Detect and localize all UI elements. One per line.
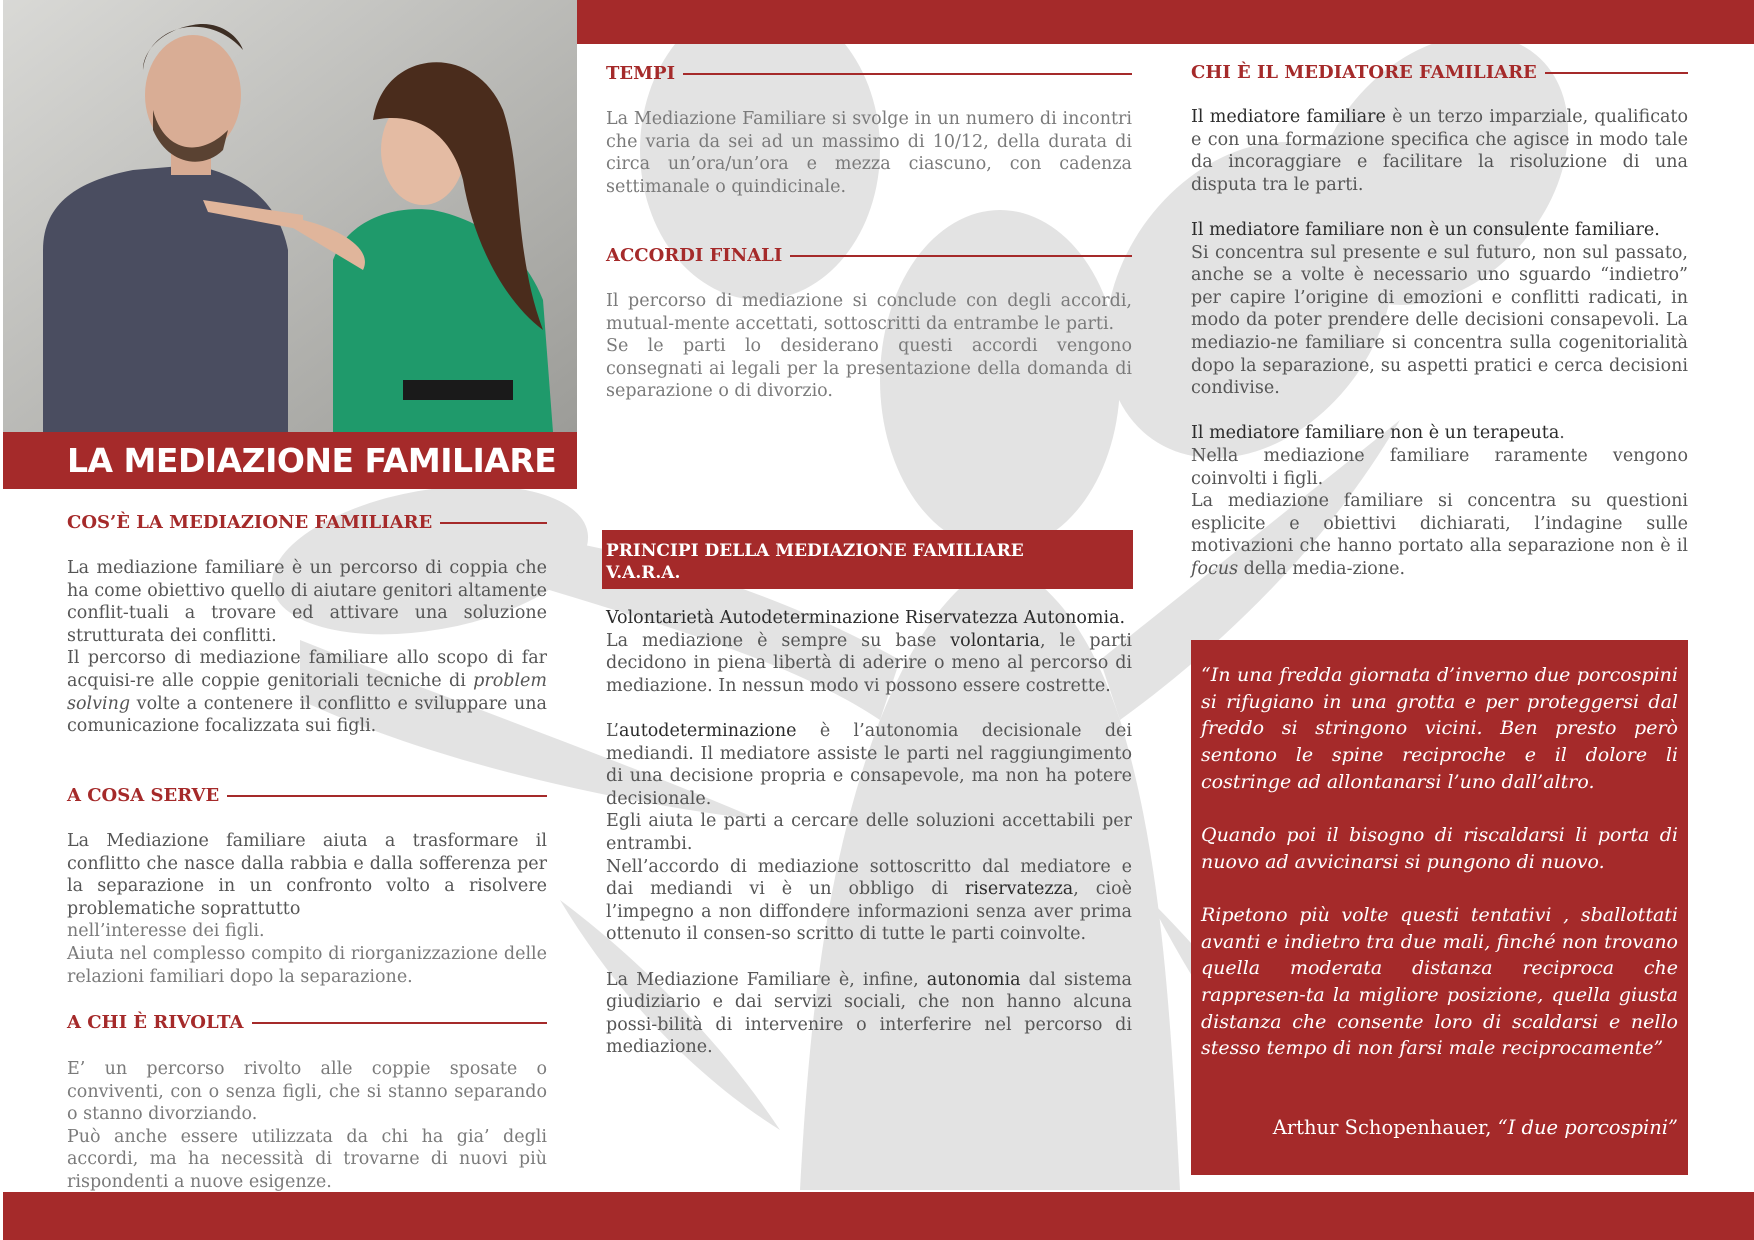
section-tempi — [606, 63, 1132, 84]
heading-rule — [683, 73, 1132, 75]
section-accordi — [606, 245, 1132, 266]
section-serve — [67, 785, 547, 806]
couple-arguing-photo — [3, 0, 577, 432]
top-accent-bar — [577, 0, 1754, 44]
section-tempi-body: La Mediazione Familiare si svolge in un numero di incontri che varia da sei ad un massimo di 10/12, della durata di circa un’ora/un’ora e mezza ciascuno, con cadenza settimanale o quindicinale. — [606, 109, 1132, 197]
section-heading: ACCORDI FINALI — [606, 245, 1132, 266]
quote-author: Arthur Schopenhauer, “I due porcospini” — [1272, 1116, 1678, 1139]
section-heading: A COSA SERVE — [67, 785, 547, 806]
section-chi-body: Il mediatore familiare è un terzo imparziale, qualificato e con una formazione specifica che agisce in modo tale da incoraggiare e facilitare la risoluzione di una disputa tra le parti. Il mediatore familiare non è un consulente familiare. Si concentra sul presente e sul futuro, non sul passato, anche se a volte è necessario uno sguardo “indietro” per capire l’origine di emozioni e conflitti radicati, in modo da poter prendere delle decisioni consapevoli. La mediazio-ne familiare si concentra sulla cogenitorialità dopo la separazione, su aspetti pratici e cerca decisioni condivise. Il mediatore familiare non è un terapeuta. Nella mediazione familiare raramente vengono coinvolti i figli. La mediazione familiare si concentra su questioni esplicite e obiettivi dichiarati, l’indagine sulle motivazioni che hanno portato alla separazione non è il focus della media-zione. — [1191, 107, 1688, 579]
bottom-accent-bar — [3, 1192, 1754, 1240]
heading-rule — [227, 795, 547, 797]
section-accordi-body: Il percorso di mediazione si conclude con degli accordi, mutual-mente accettati, sottoscritti da entrambe le parti. Se le parti lo desiderano questi accordi vengono consegnati ai legali per la presentazione della domanda di separazione o di divorzio. — [606, 291, 1132, 402]
heading-rule — [790, 255, 1132, 257]
section-principi-body: Volontarietà Autodeterminazione Riservatezza Autonomia. La mediazione è sempre su base volontaria, le parti decidono in piena libertà di aderire o meno al percorso di mediazione. In nessun modo vi possono essere costrette. L’autodeterminazione è l’autonomia decisionale dei mediandi. Il mediatore assiste le parti nel raggiungimento di una decisione propria e consapevole, ma non ha potere decisionale. Egli aiuta le parti a cercare delle soluzioni accettabili per entrambi. Nell’accordo di mediazione sottoscritto dal mediatore e dai mediandi vi è un obbligo di riservatezza, cioè l’impegno a non diffondere informazioni senza aver prima ottenuto il consen-so scritto di tutte le parti coinvolte. La Mediazione Familiare è, infine, autonomia dal sistema giudiziario e dai servizi sociali, che non hanno alcuna possi-bilità di intervenire o interferire nel percorso di mediazione. — [606, 608, 1132, 1058]
section-cose — [67, 512, 547, 533]
page-title: LA MEDIAZIONE FAMILIARE — [3, 432, 577, 489]
heading-rule — [252, 1022, 547, 1024]
principi-heading: PRINCIPI DELLA MEDIAZIONE FAMILIARE V.A.R.A. — [602, 530, 1133, 589]
quote-box: “In una fredda giornata d’inverno due porcospini si rifugiano in una grotta e per proteggersi dal freddo si stringono vicini. Ben presto però sentono le spine reciproche e il dolore li costringe ad allontanarsi l’uno dall’altro. Quando poi il bisogno di riscaldarsi li porta di nuovo ad avvicinarsi si pungono di nuovo. Ripetono più volte questi tentativi , sballottati avanti e indietro tra due mali, finché non trovano quella moderata distanza reciproca che rappresen-ta la migliore posizione, quella giusta distanza che consente loro di scaldarsi e nello stesso tempo di non farsi male reciprocamente” Arthur Schopenhauer, “I due porcospini” — [1191, 640, 1688, 1175]
section-cose-body: La mediazione familiare è un percorso di coppia che ha come obiettivo quello di aiutare genitori altamente conflit-tuali a trovare ed attivare una soluzione strutturata dei conflitti. Il percorso di mediazione familiare allo scopo di far acquisi-re alle coppie genitoriali tecniche di problem solving volte a contenere il conflitto e sviluppare una comunicazione focalizzata sui figli. — [67, 558, 547, 737]
heading-rule — [1545, 72, 1688, 74]
section-heading: COS’È LA MEDIAZIONE FAMILIARE — [67, 512, 547, 533]
section-chi — [1191, 62, 1688, 83]
section-rivolta — [67, 1012, 547, 1033]
heading-rule — [440, 522, 547, 524]
section-heading: TEMPI — [606, 63, 1132, 84]
section-heading: CHI È IL MEDIATORE FAMILIARE — [1191, 62, 1688, 83]
section-heading: A CHI È RIVOLTA — [67, 1012, 547, 1033]
section-rivolta-body: E’ un percorso rivolto alle coppie sposate o conviventi, con o senza figli, che si stanno separando o stanno divorziando. Può anche essere utilizzata da chi ha gia’ degli accordi, ma ha necessità di trovarne di nuovi più rispondenti a nuove esigenze. — [67, 1059, 547, 1192]
section-serve-body: La Mediazione familiare aiuta a trasformare il conflitto che nasce dalla rabbia e dalla sofferenza per la separazione in un confronto volto a risolvere problematiche soprattutto nell’interesse dei figli. Aiuta nel complesso compito di riorganizzazione delle relazioni familiari dopo la separazione. — [67, 831, 547, 987]
